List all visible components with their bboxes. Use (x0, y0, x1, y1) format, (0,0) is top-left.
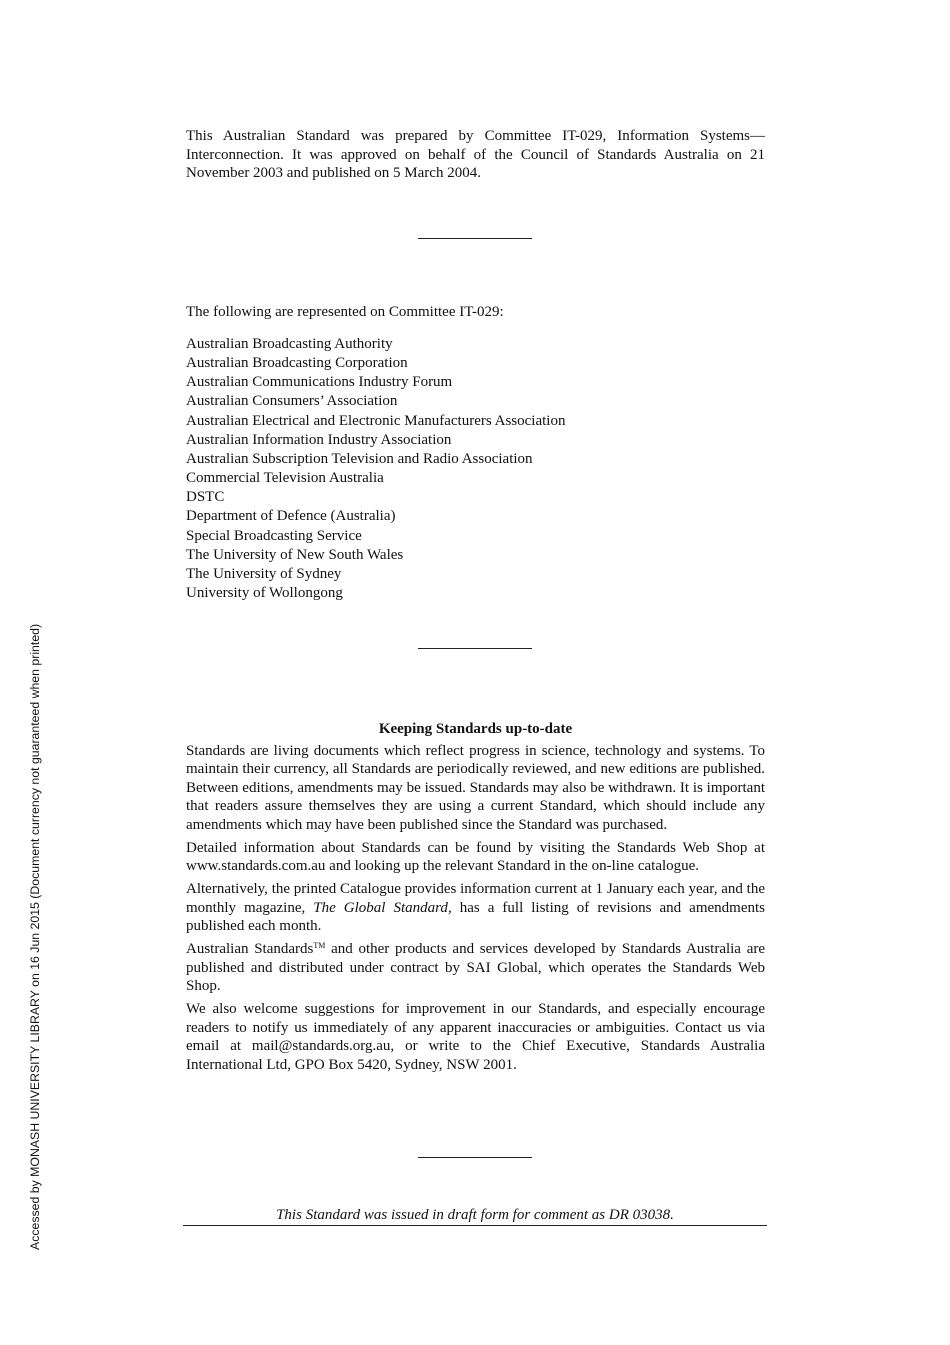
trademark-mark: TM (313, 941, 326, 950)
access-watermark: Accessed by MONASH UNIVERSITY LIBRARY on 16 Jun 2015 (Document currency not guaranteed when printed) (28, 623, 42, 1250)
committee-member: University of Wollongong (186, 585, 343, 602)
paragraph: We also welcome suggestions for improvement in our Standards, and especially encourage readers to notify us immediately of any apparent inaccuracies or ambiguities. Contact us via email at mail@standards.org.au, or write to the Chief Executive, Standards Australia International Ltd, GPO Box 5420, Sydney, NSW 2001. (186, 1001, 765, 1073)
committee-member: Australian Communications Industry Forum (186, 374, 453, 391)
draft-note: This Standard was issued in draft form for comment as DR 03038. (183, 1206, 767, 1226)
paragraph (186, 880, 765, 936)
paragraph-text: , has a full listing of revisions and amendments published each month. (186, 899, 765, 934)
keeping-standards-section (186, 720, 765, 1079)
committee-member: Department of Defence (Australia) (186, 508, 396, 525)
committee-member: Australian Information Industry Association (186, 431, 452, 448)
committee-member-list (186, 335, 765, 603)
committee-heading: The following are represented on Committee IT-029: (186, 304, 504, 320)
committee-member: Special Broadcasting Service (186, 527, 362, 544)
committee-member: The University of New South Wales (186, 546, 404, 563)
paragraph-text: and other products and services developed by Standards Australia are published and distributed under contract by SAI Global, which operates the Standards Web Shop. (186, 941, 766, 994)
committee-member: Australian Broadcasting Corporation (186, 355, 408, 372)
committee-member: Commercial Television Australia (186, 470, 384, 487)
paragraph-text: Detailed information about Standards can be found by visiting the Standards Web Shop at www.standards.com.au and looking up the relevant Standard in the on-line catalogue. (186, 839, 765, 874)
committee-member: DSTC (186, 489, 225, 506)
section-heading: Keeping Standards up-to-date (378, 721, 573, 737)
section-divider (418, 648, 532, 649)
section-divider (418, 1157, 532, 1158)
committee-member: Australian Broadcasting Authority (186, 336, 393, 352)
paragraph (186, 839, 765, 876)
paragraph-text: Alternatively, the printed Catalogue provides information current at 1 January each year, and the monthly magazine, (186, 881, 765, 916)
committee-member: Australian Subscription Television and Radio Association (186, 450, 533, 467)
section-divider (418, 238, 532, 239)
committee-member: Australian Consumers’ Association (186, 393, 398, 410)
committee-member: The University of Sydney (186, 565, 342, 582)
committee-member: Australian Electrical and Electronic Manufacturers Association (186, 412, 566, 429)
paragraph (186, 940, 765, 996)
paragraph: Standards are living documents which reflect progress in science, technology and systems. To maintain their currency, all Standards are periodically reviewed, and new editions are published. Between editions, amendments may be issued. Standards may also be withdrawn. It is important that readers assure themselves they are using a current Standard, which should include any amendments which may have been published since the Standard was purchased. (186, 742, 765, 833)
magazine-title: The Global Standard (313, 899, 448, 916)
approval-statement: This Australian Standard was prepared by Committee IT-029, Information Systems—Interconnection. It was approved on behalf of the Council of Standards Australia on 21 November 2003 and published on 5 March 2004. (186, 128, 765, 181)
paragraph-text: Australian Standards (186, 941, 314, 957)
